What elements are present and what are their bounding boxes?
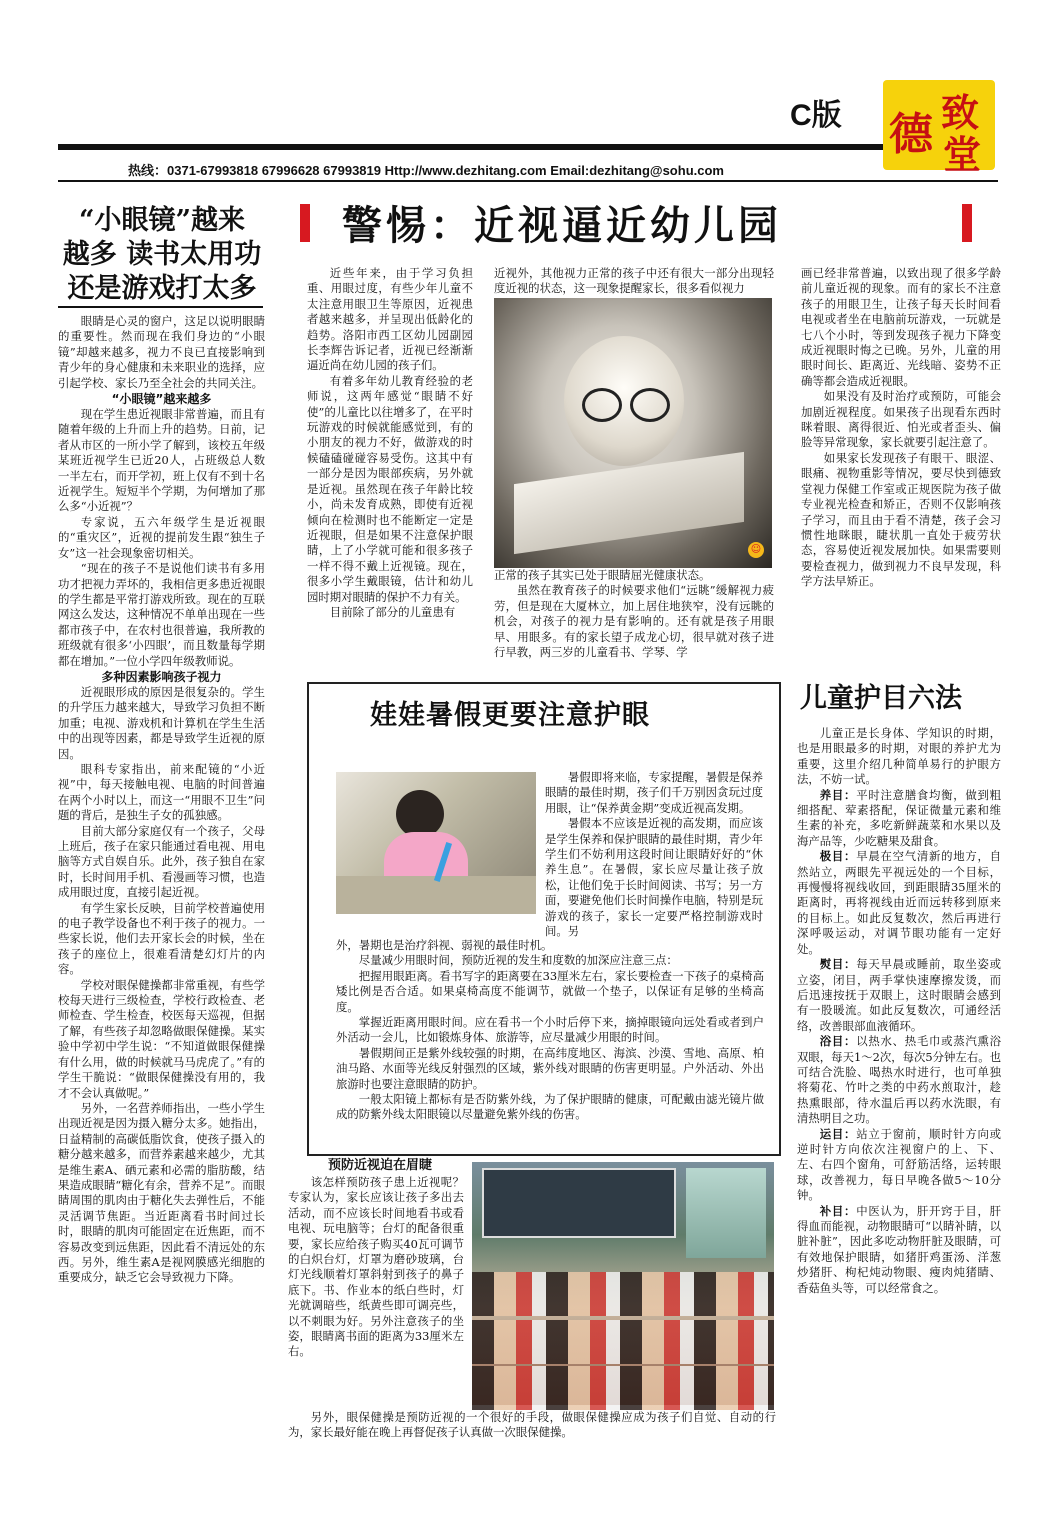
brand-logo [883, 80, 995, 177]
prevent-text [288, 1175, 464, 1360]
eyecare-item [797, 1204, 1001, 1296]
side-paragraph: 眼科专家指出，前来配镜的“小近视”中，每天接触电视、电脑的时间普遍在两个小时以上，而这一“用眼不卫生”问题的背后，是独生子女的孤独感。 [58, 761, 265, 823]
side-paragraph: 有学生家长反映，目前学校普遍使用的电子教学设备也不利于孩子的视力。一些家长说，他们去开家长会的时候，坐在孩子的座位上，很难看清楚幻灯片的内容。 [58, 900, 265, 977]
eyecare-item-label: 运目： [819, 1126, 857, 1141]
photo-girl-head [396, 790, 444, 838]
photo-student-row [472, 1320, 774, 1364]
prevent-bottom-text [288, 1410, 776, 1441]
logo-char-1: 德 [889, 109, 933, 160]
summer-paragraph: 暑假即将来临，专家提醒，暑假是保养眼睛的最佳时期，孩子们千万别因贪玩过度用眼，让“保养黄金期”变成近视高发期。 [545, 770, 763, 815]
photo-blackboard [482, 1168, 676, 1238]
eyecare-item-text: 站立于窗前，顺时针方向或逆时针方向依次注视窗户的上、下、左、右四个窗角，可舒筋活络，运转眼球，改善视力，每日早晚各做5～10分钟。 [797, 1126, 1001, 1203]
side-paragraph: “现在的孩子不是说他们读书有多用功才把视力弄坏的，我相信更多患近视眼的学生都是平常打游戏所致。现在的互联网这么发达，这种情况不单单出现在一些都市孩子中，在农村也很普遍，我所教的班级就有很多‘小四眼’，而且数量每学期都在增加。”一位小学四年级教师说。 [58, 561, 265, 668]
sun-icon: ☺ [748, 542, 764, 558]
main-column-1 [307, 266, 473, 620]
main-paragraph: 如果家长发现孩子有眼干、眼涩、眼痛、视物重影等情况，要尽快到德致堂视力保健工作室或正规医院为孩子做专业视光检查和矫正，否则不仅影响孩子学习，而且由于看不清楚，孩子会习惯性地眯眼，睫状肌一直处于疲劳状态，容易使近视发展加快。如果需要则要检查视力，做到视力不良早发现，科学方法早矫正。 [801, 450, 1001, 589]
main-column-3 [801, 266, 1001, 590]
photo-glasses-left [582, 388, 622, 422]
side-subheading-1: “小眼镜”越来越多 [111, 392, 212, 407]
summer-paragraph: 尽量减少用眼时间，预防近视的发生和度数的加深应注意三点： [358, 953, 678, 968]
main-paragraph: 正常的孩子其实已处于眼睛屈光健康状态。 [494, 568, 711, 582]
page-label: C版 [790, 99, 842, 132]
main-paragraph: 目前除了部分的儿童患有 [329, 604, 456, 619]
summer-right-text [545, 770, 763, 939]
side-title-rule [58, 306, 263, 308]
side-article-body [58, 314, 265, 1286]
summer-paragraph: 外，暑期也是治疗斜视、弱视的最佳时机。 [336, 938, 553, 952]
eyecare-item [797, 1127, 1001, 1204]
logo-char-2: 致 [941, 90, 980, 135]
side-subheading-2: 多种因素影响孩子视力 [101, 669, 222, 684]
main-column-2-top [494, 266, 774, 297]
main-paragraph: 虽然在教育孩子的时候要求他们“远眺”缓解视力疲劳，但是现在大厦林立，加上居住地狭窄，没有远眺的机会，对孩子的视力是有影响的。还有就是孩子用眼早、用眼多。有的家长望子成龙心切，很早就对孩子进行早教，两三岁的儿童看书、学琴、学 [494, 583, 774, 660]
side-paragraph: 专家说，五六年级学生是近视眼的“重灾区”，近视的提前发生跟“独生子女”这一社会现象密切相关。 [58, 514, 265, 560]
photo-girl-writing [336, 772, 536, 914]
main-paragraph: 近些年来，由于学习负担重、用眼过度，有些少年儿童不太注意用眼卫生等原因，近视患者越来越多，并呈现出低龄化的趋势。洛阳市西工区幼儿园副园长李辉告诉记者，近视已经渐渐逼近尚在幼儿园的孩子们。 [307, 266, 473, 373]
side-paragraph: 学校对眼保健操都非常重视，有些学校每天进行三级检查，学校行政检查、老师检查、学生检查，校医每天巡视，但据了解，有些孩子却忽略做眼保健操。某实验中学初中学生说：“不知道做眼保健操有什么用，做的时候就马马虎虎了。”有的学生干脆说：“做眼保健操没有用的，我才不会认真做呢。” [58, 977, 265, 1100]
main-column-2-bottom [494, 568, 774, 660]
summer-paragraph: 暑假本不应该是近视的高发期，而应该是学生保养和保护眼睛的最佳时期，青少年学生们不妨利用这段时间让眼睛好好的“休养生息”。在暑假，家长应尽量让孩子放松，让他们免于长时间阅读、书写；另一方面，要避免他们长时间操作电脑，特别是玩游戏的孩子，家长一定要严格控制游戏时间。另 [545, 816, 763, 939]
eyecare-item-label: 养目： [819, 787, 857, 802]
main-paragraph: 如果没有及时治疗或预防，可能会加剧近视程度。如果孩子出现看东西时眯着眼、离得很近、怕光或者歪头、偏脸等异常现象，家长就要引起注意了。 [801, 389, 1001, 450]
eyecare-item-label: 极目： [819, 849, 857, 864]
side-title-line: 越多 读书太用功 [62, 239, 262, 270]
photo-desk [336, 876, 536, 914]
photo-student-row [472, 1272, 774, 1316]
summer-paragraph: 暑假期间正是紫外线较强的时期，在高纬度地区、海滨、沙漠、雪地、高原、柏油马路、水面等光线反射强烈的区域，紫外线对眼睛的伤害更明显。户外活动、外出旅游时也要注意眼睛的防护。 [336, 1045, 764, 1091]
summer-paragraph: 一般太阳镜上都标有是否防紫外线，为了保护眼睛的健康，可配戴由滤光镜片做成的防紫外线太阳眼镜以尽量避免紫外线的伤害。 [336, 1092, 764, 1122]
photo-child-reading [494, 298, 772, 568]
prevent-paragraph: 另外，眼保健操是预防近视的一个很好的手段，做眼保健操应成为孩子们自觉、自动的行为，家长最好能在晚上再督促孩子认真做一次眼保健操。 [288, 1410, 776, 1440]
eyecare-item [797, 1034, 1001, 1126]
header-rule [58, 144, 883, 150]
eyecare-item-text: 中医认为，肝开窍于目，肝得血而能视，动物眼睛可“以睛补睛，以脏补脏”，因此多吃动物肝脏及眼睛，可有效地保护眼睛，如猪肝鸡蛋汤、洋葱炒猪肝、枸杞炖动物眼、瘦肉炖猪睛、香菇鱼头等，可以经常食之。 [797, 1203, 1001, 1295]
main-paragraph: 近视外，其他视力正常的孩子中还有很大一部分出现轻度近视的状态，这一现象提醒家长，很多看似视力 [494, 266, 774, 296]
summer-paragraph: 把握用眼距离。看书写字的距离要在33厘米左右，家长要检查一下孩子的桌椅高矮比例是否合适。如果桌椅高度不能调节，就做一个垫子，以保证有足够的坐椅高度。 [336, 968, 764, 1014]
eyecare-intro: 儿童正是长身体、学知识的时期，也是用眼最多的时期，对眼的养护尤为重要，这里介绍几种简单易行的护眼方法，不妨一试。 [797, 726, 1001, 787]
photo-window [686, 1168, 766, 1258]
headline-bar-left [300, 204, 310, 242]
photo-student-row [472, 1366, 774, 1410]
side-paragraph: 另外，一名营养师指出，一些小学生出现近视是因为摄入糖分太多。她指出，日益精制的高碳低脂饮食，使孩子摄入的糖分越来越多，而营养素越来越少，尤其是维生素A、硒元素和必需的脂肪酸，结果造成眼睛“糖化有余，营养不足”。而眼睛周围的肌肉由于糖化失去弹性后，不能灵活调节焦距。当近距离看书时间过长时，眼睛的肌肉可能固定在近焦距，而不容易改变到远焦距，因此看不清远处的东西。另外，维生素A是视网膜感光细胞的重要成分，缺乏它会导致视力下降。 [58, 1100, 265, 1285]
photo-book [514, 452, 744, 554]
logo-char-3: 堂 [943, 132, 982, 177]
photo-glasses-right [630, 388, 670, 422]
eyecare-item-text: 平时注意膳食均衡，做到粗细搭配、荤素搭配，保证微量元素和维生素的补充，多吃新鲜蔬菜和水果以及海产品等，少吃糖果及甜食。 [797, 787, 1001, 848]
summer-full-text [336, 938, 764, 1123]
hotline-text: 热线：0371-67993818 67996628 67993819 Http://www.dezhitang.com Email:dezhitang@sohu.com [128, 163, 724, 178]
eyecare-item-text: 以热水、热毛巾或蒸汽熏浴双眼，每天1～2次，每次5分钟左右。也可结合洗脸、喝热水时进行，也可单独将菊花、竹叶之类的中药水煎取汁，趁热熏眼部，待水温后再以药水洗眼，有清热明目之功。 [797, 1034, 1001, 1126]
eyecare-item [797, 788, 1001, 850]
eyecare-item [797, 957, 1001, 1034]
eyecare-item-label: 补目： [819, 1203, 857, 1218]
summer-paragraph: 掌握近距离用眼时间。应在看书一个小时后停下来，摘掉眼镜向远处看或者到户外活动一会儿，比如锻炼身体、旅游等，应尽量减少用眼的时间。 [336, 1015, 764, 1045]
side-article-title [58, 204, 266, 306]
side-intro: 眼睛是心灵的窗户，这足以说明眼睛的重要性。然而现在我们身边的“小眼镜”却越来越多，视力不良已直接影响到青少年的身心健康和未来职业的选择，应引起学校、家长乃至全社会的共同关注。 [58, 314, 265, 390]
side-paragraph: 目前大部分家庭仅有一个孩子，父母上班后，孩子在家只能通过看电视、用电脑等方式自娱自乐。此外，孩子独自在家时，长时间用手机、看漫画等习惯，也造成用眼过度，直接引起近视。 [58, 823, 265, 900]
main-headline [300, 194, 976, 249]
eyecare-item-label: 浴目： [819, 1034, 857, 1049]
prevent-subheading: 预防近视迫在眉睫 [327, 1158, 432, 1173]
eyecare-item-text: 每天早晨或睡前，取坐姿或立姿，闭目，两手掌快速摩擦发烫，而后迅速按抚于双眼上，这时眼睛会感到有一股暖流。如此反复数次，可通经活络，改善眼部血液循环。 [797, 957, 1001, 1033]
headline-bar-right [962, 204, 972, 242]
photo-classroom [472, 1162, 774, 1405]
prevent-paragraph: 该怎样预防孩子患上近视呢？专家认为，家长应该让孩子多出去活动，而不应该长时间地看书或看电视、玩电脑等；台灯的配备很重要，家长应给孩子购买40瓦可调节的白炽台灯，灯罩为磨砂玻璃，台灯光线顺着灯罩斜射到孩子的鼻子底下。书、作业本的纸白些时，灯光就调暗些，纸黄些即可调亮些，以不刺眼为好。另外注意孩子的坐姿，眼睛离书面的距离为33厘米左右。 [288, 1175, 464, 1359]
main-paragraph: 有着多年幼儿教育经验的老师说，这两年感觉“眼睛不好使”的儿童比以往增多了，在平时玩游戏的时候就能感觉到，有的小朋友的视力不好，做游戏的时候磕磕碰碰容易受伤。这其中有一部分是因为眼部疾病，另外就是近视。虽然现在孩子年龄比较小，尚未发育成熟，即使有近视倾向在检测时也不能断定一定是近视眼，但是如果不注意保护眼睛，上了小学就可能和很多孩子一样不得不戴上近视镜。现在，很多小学生戴眼镜，估计和幼儿园时期对眼睛的保护不力有关。 [307, 373, 473, 604]
eyecare-item [797, 849, 1001, 957]
eyecare-title: 儿童护目六法 [800, 683, 962, 714]
side-paragraph: 现在学生患近视眼非常普遍，而且有随着年级的上升而上升的趋势。日前，记者从市区的一所小学了解到，该校五年级某班近视学生已近20人，占班级总人数一半左右，而开学初，班上仅有不到十名近视学生。短短半个学期，为何增加了那么多“小近视”？ [58, 407, 265, 514]
side-title-line: 还是游戏打太多 [67, 273, 257, 304]
summer-article-title: 娃娃暑假更要注意护眼 [370, 700, 650, 731]
main-title: 警惕：近视逼近幼儿园 [342, 203, 782, 249]
header-thin-rule [58, 180, 998, 182]
main-paragraph: 画已经非常普遍，以致出现了很多学龄前儿童近视的现象。而有的家长不注意孩子的用眼卫生，让孩子每天长时间看电视或者坐在电脑前玩游戏，一玩就是七八个小时，等到发现孩子视力下降变成近视眼时悔之已晚。另外，儿童的用眼时间长、距离近、光线暗、姿势不正确等都会造成近视眼。 [801, 266, 1001, 388]
eyecare-text [797, 726, 1001, 1296]
eyecare-item-label: 熨目： [819, 957, 857, 972]
side-paragraph: 近视眼形成的原因是很复杂的。学生的升学压力越来越大，导致学习负担不断加重；电视、游戏机和计算机在学生生活中的出现等因素，都是导致学生近视的原因。 [58, 684, 265, 761]
eyecare-item-text: 早晨在空气清新的地方，自然站立，两眼先平视远处的一个目标，再慢慢将视线收回，到距眼睛35厘米的距离时，再将视线由近而远转移到原来的目标上。如此反复数次，然后再进行深呼吸运动，对调节眼功能有一定好处。 [797, 849, 1001, 956]
side-title-line: “小眼镜”越来 [78, 205, 246, 236]
